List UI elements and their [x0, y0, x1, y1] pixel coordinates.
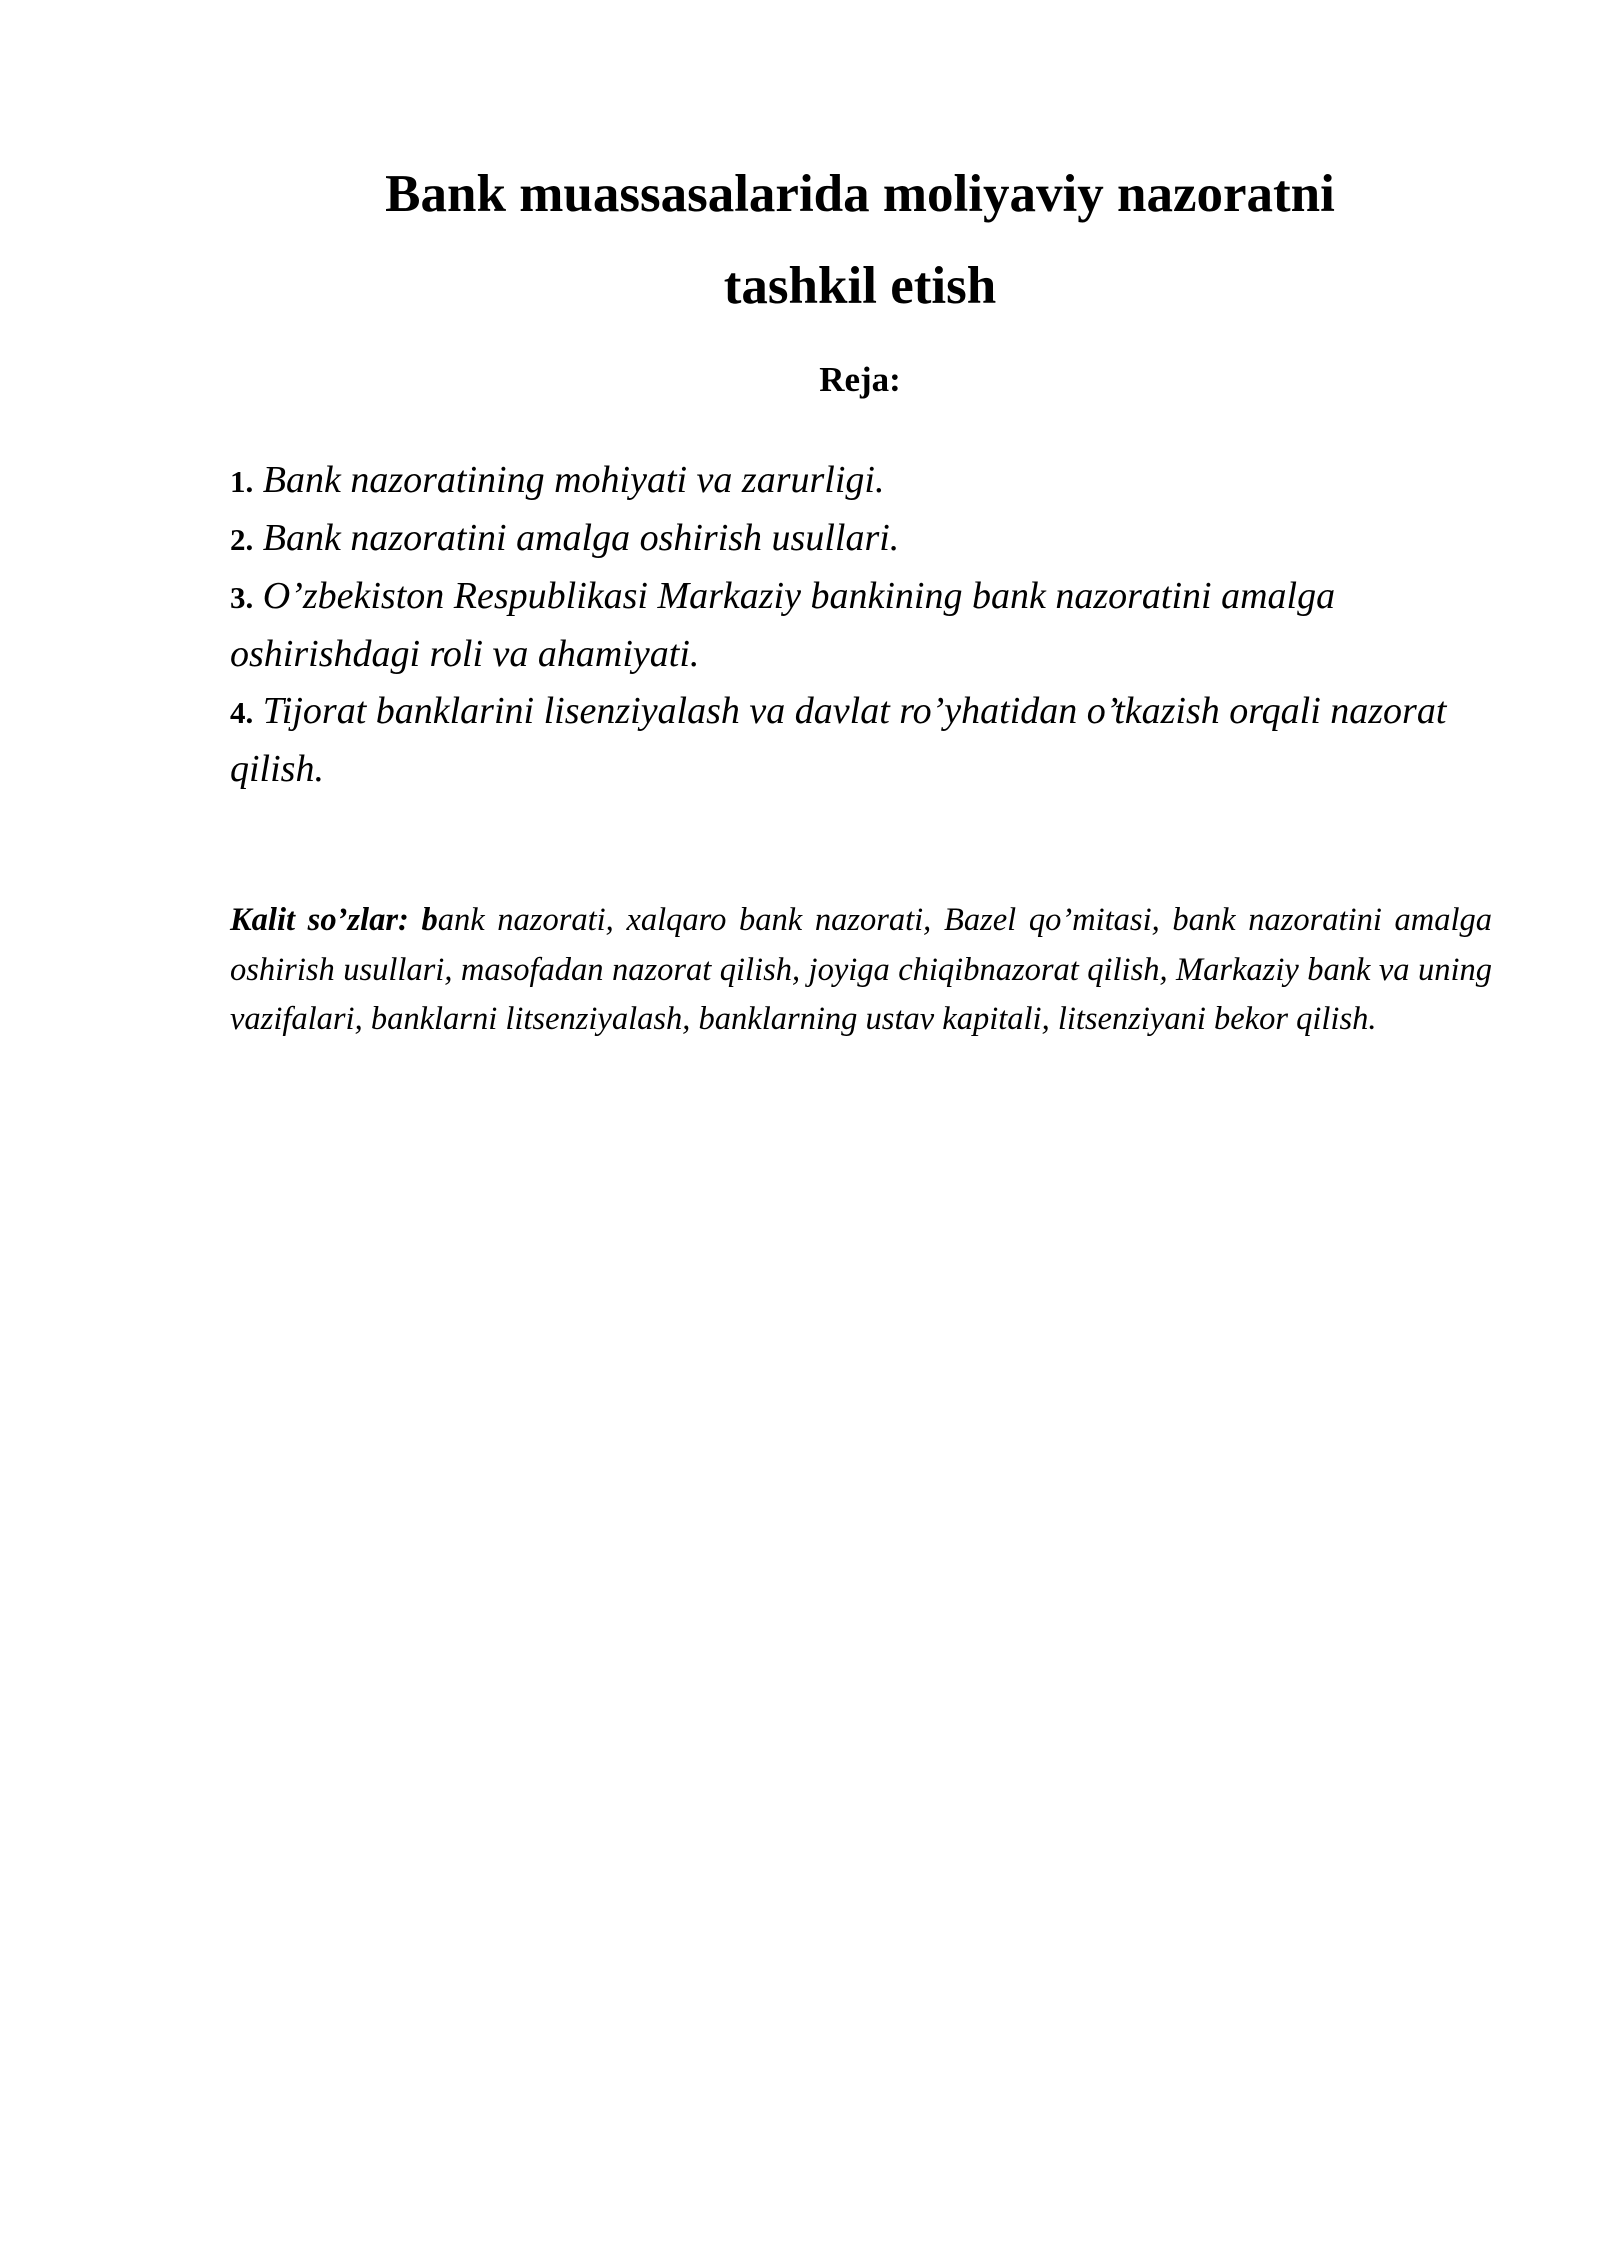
plan-item — [230, 568, 1492, 683]
plan-heading: Reja: — [819, 360, 901, 399]
plan-item-number: 3. — [230, 580, 254, 615]
plan-item — [230, 452, 1492, 510]
title-line-1: Bank muassasalarida moliyaviy nazoratni — [385, 165, 1335, 223]
plan-item-text: Bank nazoratini amalga oshirish usullari. — [262, 517, 900, 559]
document-title — [230, 148, 1490, 332]
plan-item-text: Bank nazoratining mohiyati va zarurligi. — [262, 459, 885, 501]
keywords-first-letter: b — [421, 902, 438, 938]
plan-item-number: 2. — [230, 522, 254, 557]
keywords-text: ank nazorati, xalqaro bank nazorati, Bazel qo’mitasi, bank nazoratini amalga oshirish usullari, masofadan nazorat qilish, joyiga chiqibnazorat qilish, Markaziy bank va uning vazifalari, banklarni litsenziyalash, banklarning ustav kapitali, litsenziyani bekor qilish. — [230, 902, 1493, 1037]
plan-item-number: 4. — [230, 695, 254, 730]
plan-item-text: Tijorat banklarini lisenziyalash va davlat ro’yhatidan o’tkazish orqali nazorat qilish. — [230, 690, 1447, 790]
title-line-2: tashkil etish — [723, 257, 997, 315]
plan-item-number: 1. — [230, 464, 254, 499]
plan-list — [230, 452, 1492, 798]
plan-item — [230, 510, 1492, 568]
keywords-paragraph — [230, 896, 1492, 1045]
plan-item-text: O’zbekiston Respublikasi Markaziy bankining bank nazoratini amalga oshirishdagi roli va ahamiyati. — [230, 575, 1336, 675]
plan-item — [230, 683, 1492, 798]
keywords-label: Kalit so’zlar: — [230, 902, 409, 938]
